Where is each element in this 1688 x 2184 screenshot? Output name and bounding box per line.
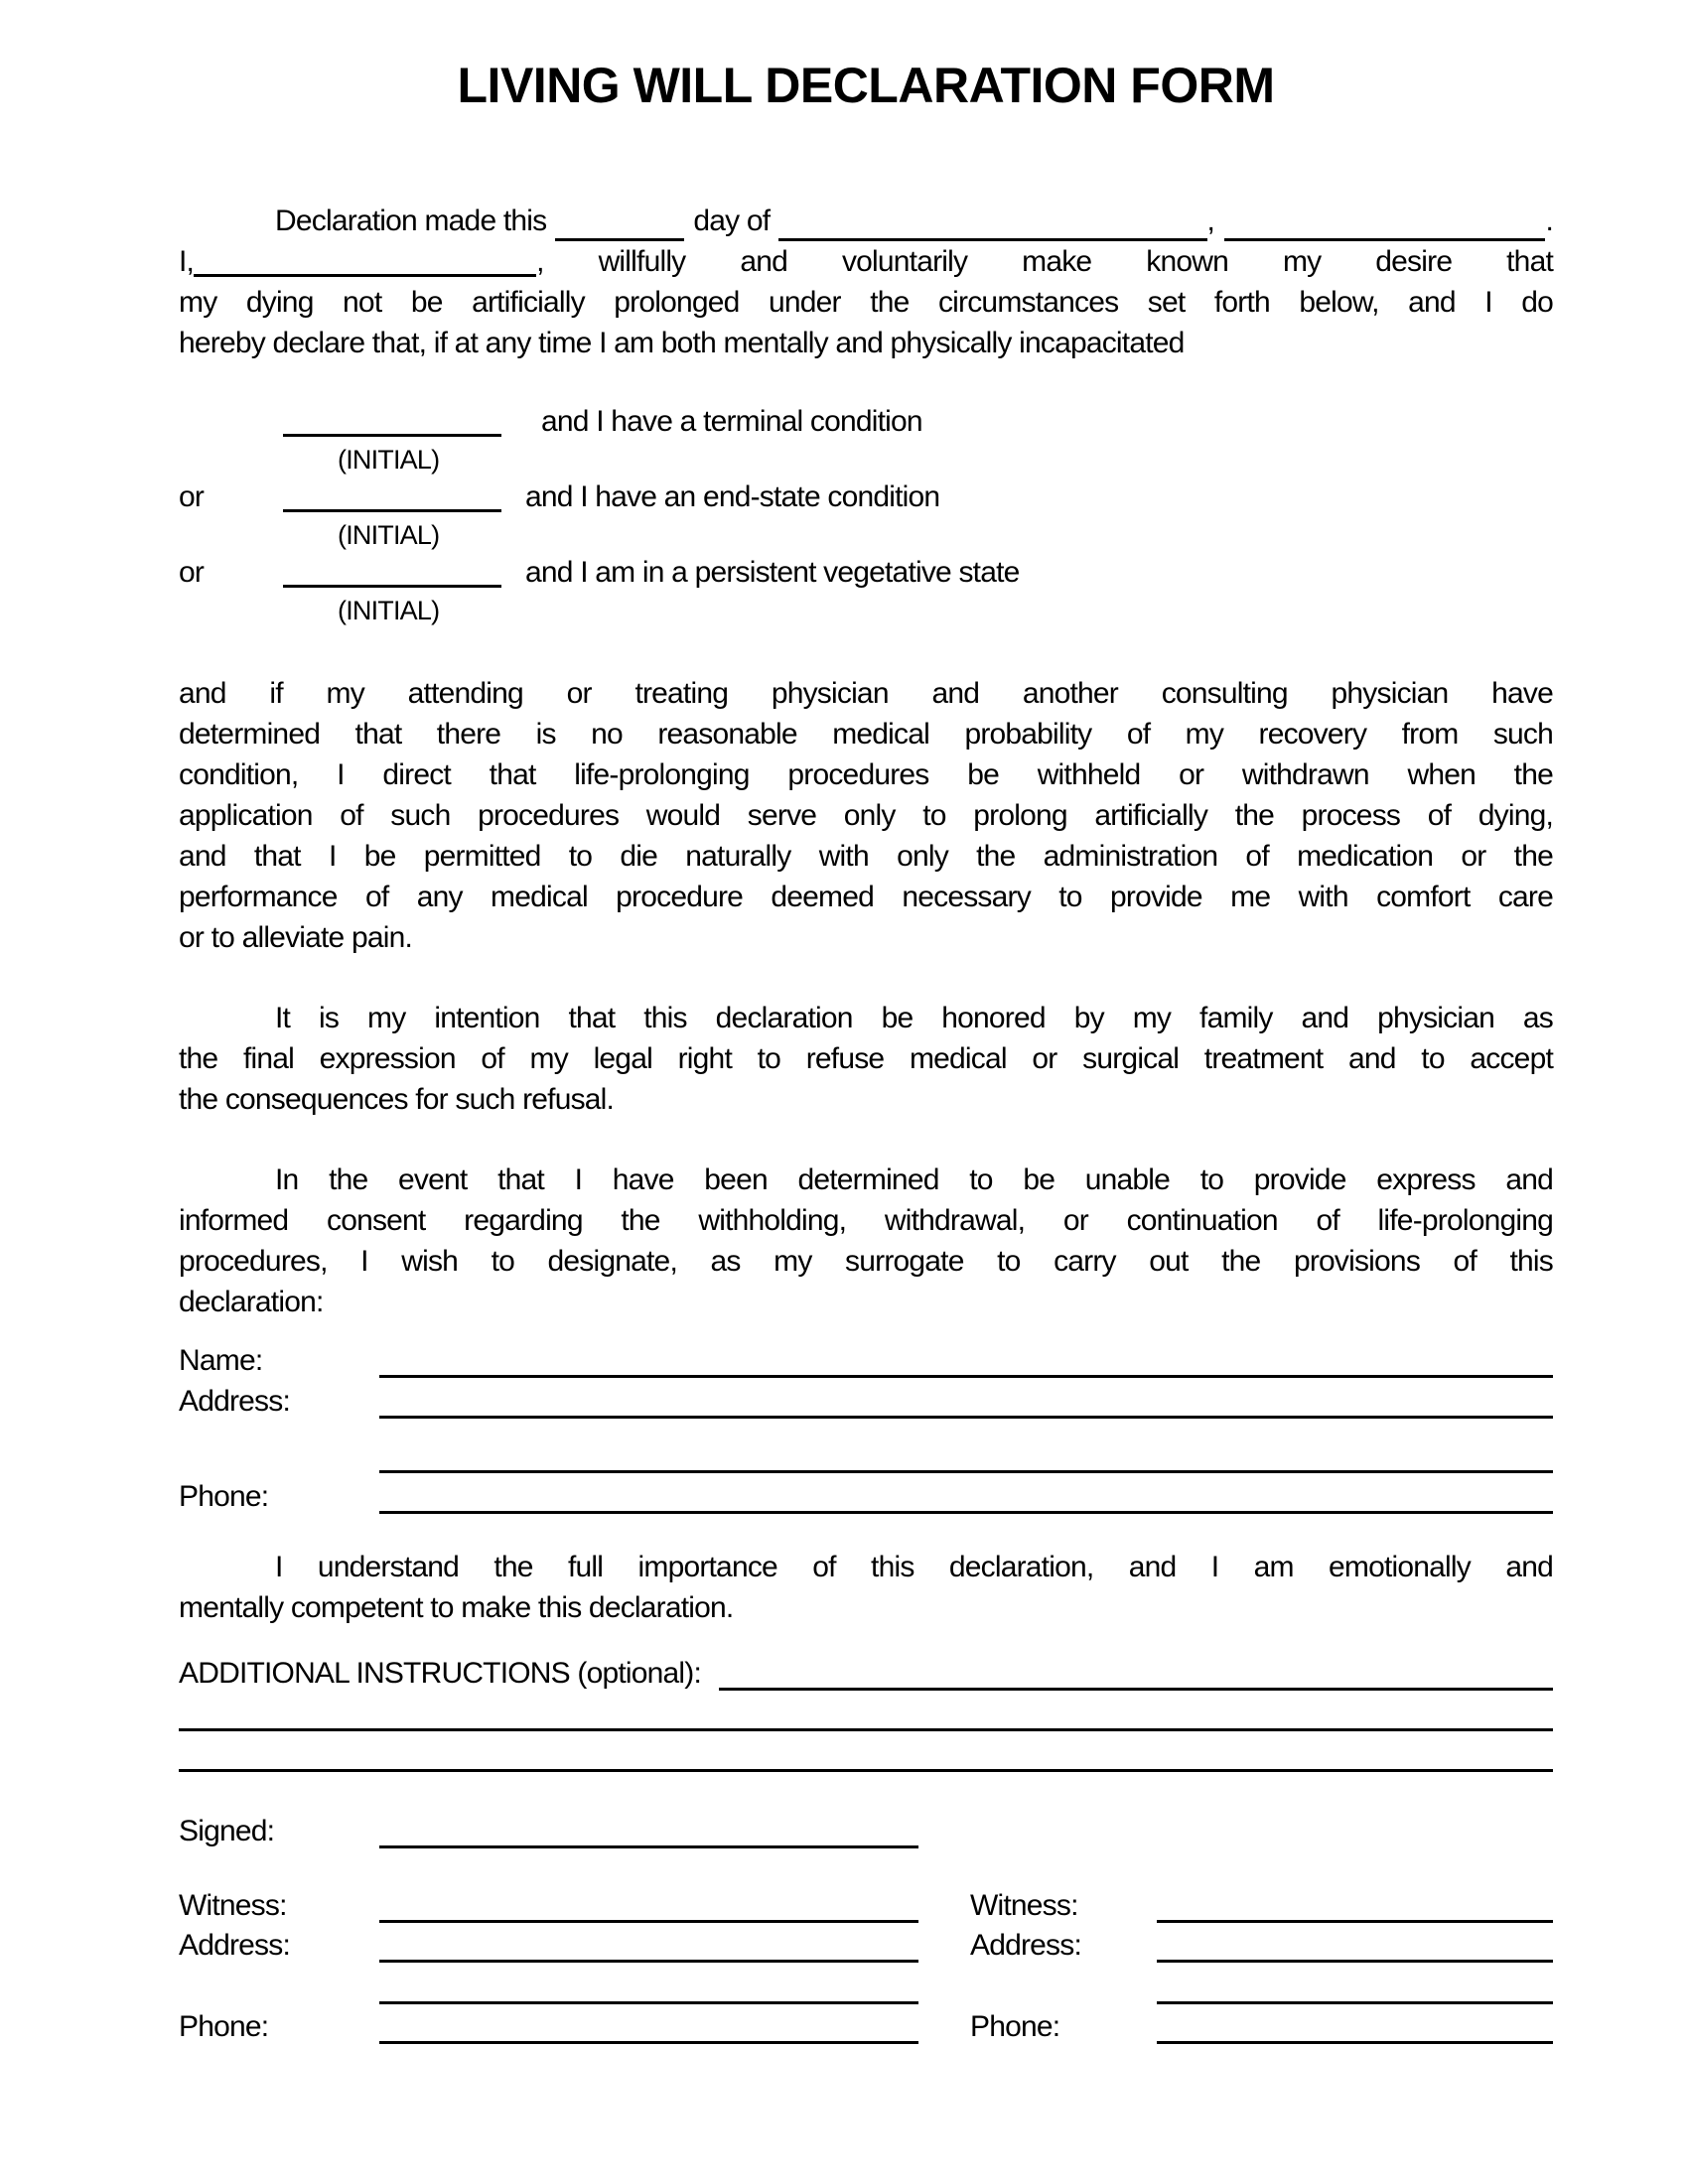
witness-label: Witness: — [970, 1889, 1078, 1922]
paragraph-line: procedures, I wish to designate, as my surrogate to carry out the provisions of this — [179, 1245, 1553, 1278]
paragraph-line: or to alleviate pain. — [179, 921, 413, 954]
initial-caption: (INITIAL) — [338, 520, 440, 550]
witness-1-address-line-1[interactable] — [379, 1928, 918, 1963]
paragraph-line: and that I be permitted to die naturally with only the administration of medication or the — [179, 840, 1553, 873]
declarant-name-blank[interactable] — [194, 244, 536, 277]
surrogate-contact-section — [179, 1340, 1553, 1517]
day-of-text: day of — [693, 205, 771, 237]
surrogate-phone-line[interactable] — [379, 1479, 1553, 1514]
phone-label: Phone: — [970, 2010, 1060, 2043]
paragraph-line: hereby declare that, if at any time I am both mentally and physically incapacitated — [179, 327, 1185, 359]
signed-label: Signed: — [179, 1815, 275, 1847]
comma-text: , — [1206, 205, 1215, 237]
paragraph-line: the consequences for such refusal. — [179, 1083, 615, 1116]
or-text: or — [179, 480, 205, 513]
intention-paragraph — [179, 998, 1553, 1120]
paragraph-line: performance of any medical procedure deemed necessary to provide me with comfort care — [179, 881, 1553, 913]
witness-2-phone-line[interactable] — [1157, 2009, 1553, 2044]
vegetative-initial-blank[interactable] — [283, 555, 501, 588]
paragraph-line: It is my intention that this declaration be honored by my family and physician as — [275, 1002, 1553, 1034]
surrogate-name-line[interactable] — [379, 1343, 1553, 1378]
additional-instructions-label: ADDITIONAL INSTRUCTIONS (optional): — [179, 1657, 701, 1690]
witness-address-row-2 — [179, 1968, 1553, 2007]
additional-instructions-row — [179, 1653, 1553, 1694]
end-state-initial-blank[interactable] — [283, 479, 501, 512]
phone-label: Phone: — [179, 2010, 269, 2043]
vegetative-state-row — [179, 554, 1553, 592]
end-state-condition-row — [179, 478, 1553, 516]
witness-2-name-line[interactable] — [1157, 1888, 1553, 1923]
vegetative-state-text: and I am in a persistent vegetative state — [525, 556, 1020, 589]
or-text: or — [179, 556, 205, 589]
address-label: Address: — [179, 1385, 290, 1418]
witness-1-address-line-2[interactable] — [379, 1970, 918, 2004]
surrogate-designation-paragraph — [179, 1160, 1553, 1322]
witness-address-row — [179, 1926, 1553, 1966]
terminal-initial-blank[interactable] — [283, 404, 501, 437]
signed-row — [179, 1811, 1553, 1851]
declaration-lead-text: Declaration made this — [275, 205, 547, 237]
witness-2-address-line-1[interactable] — [1157, 1928, 1553, 1963]
end-state-condition-text: and I have an end-state condition — [525, 480, 940, 513]
paragraph-line: application of such procedures would serve only to prolong artificially the process of dying, — [179, 799, 1553, 832]
paragraph-line: the final expression of my legal right to refuse medical or surgical treatment and to accept — [179, 1042, 1553, 1075]
paragraph-line: determined that there is no reasonable medical probability of my recovery from such — [179, 718, 1553, 751]
witness-2-address-line-2[interactable] — [1157, 1970, 1553, 2004]
condition-paragraph — [179, 673, 1553, 958]
surrogate-address-row — [179, 1381, 1553, 1422]
paragraph-line: condition, I direct that life-prolonging procedures be withheld or withdrawn when the — [179, 758, 1553, 791]
witness-1-phone-line[interactable] — [379, 2009, 918, 2044]
terminal-condition-row — [179, 403, 1553, 441]
surrogate-name-row — [179, 1340, 1553, 1381]
phone-label: Phone: — [179, 1480, 269, 1513]
year-blank[interactable] — [1224, 206, 1545, 241]
additional-instructions-line-2[interactable] — [179, 1697, 1553, 1731]
witness-1-name-line[interactable] — [379, 1888, 918, 1923]
surrogate-address-line[interactable] — [379, 1384, 1553, 1419]
initial-caption: (INITIAL) — [338, 445, 440, 475]
witness-name-row — [179, 1886, 1553, 1926]
address-label: Address: — [179, 1929, 290, 1962]
intro-paragraph — [179, 201, 1553, 363]
initial-caption: (INITIAL) — [338, 596, 440, 625]
witness-section — [179, 1886, 1553, 2047]
additional-instructions-row — [179, 1694, 1553, 1734]
additional-instructions-row — [179, 1734, 1553, 1775]
period-text: . — [1545, 205, 1553, 237]
witness-phone-row — [179, 2007, 1553, 2047]
form-title: LIVING WILL DECLARATION FORM — [457, 58, 1275, 113]
paragraph-line: mentally competent to make this declaration. — [179, 1591, 734, 1624]
signed-line[interactable] — [379, 1814, 918, 1848]
declarant-suffix-text: , willfully and voluntarily make known my desire that — [536, 245, 1553, 278]
paragraph-line: my dying not be artificially prolonged under the circumstances set forth below, and I do — [179, 286, 1553, 319]
initials-section — [179, 403, 1553, 629]
surrogate-address-row-2 — [179, 1435, 1553, 1476]
declaration-date-line — [179, 201, 1553, 241]
paragraph-line: In the event that I have been determined to be unable to provide express and — [275, 1163, 1553, 1196]
additional-instructions-line-3[interactable] — [179, 1737, 1553, 1772]
paragraph-line: and if my attending or treating physician and another consulting physician have — [179, 677, 1553, 710]
competence-paragraph — [179, 1547, 1553, 1628]
address-label: Address: — [970, 1929, 1081, 1962]
additional-instructions-line-1[interactable] — [719, 1656, 1553, 1691]
day-blank[interactable] — [555, 206, 684, 241]
name-label: Name: — [179, 1344, 263, 1377]
declarant-prefix-text: I, — [179, 245, 195, 278]
paragraph-line: I understand the full importance of this declaration, and I am emotionally and — [275, 1551, 1553, 1583]
paragraph-line: informed consent regarding the withholding, withdrawal, or continuation of life-prolonging — [179, 1204, 1553, 1237]
terminal-condition-text: and I have a terminal condition — [541, 405, 922, 438]
additional-instructions-section — [179, 1653, 1553, 1775]
paragraph-line: declaration: — [179, 1286, 324, 1318]
surrogate-address-line-2[interactable] — [379, 1438, 1553, 1473]
surrogate-phone-row — [179, 1476, 1553, 1517]
month-blank[interactable] — [778, 206, 1206, 241]
paragraph-line — [179, 241, 1553, 282]
witness-label: Witness: — [179, 1889, 287, 1922]
